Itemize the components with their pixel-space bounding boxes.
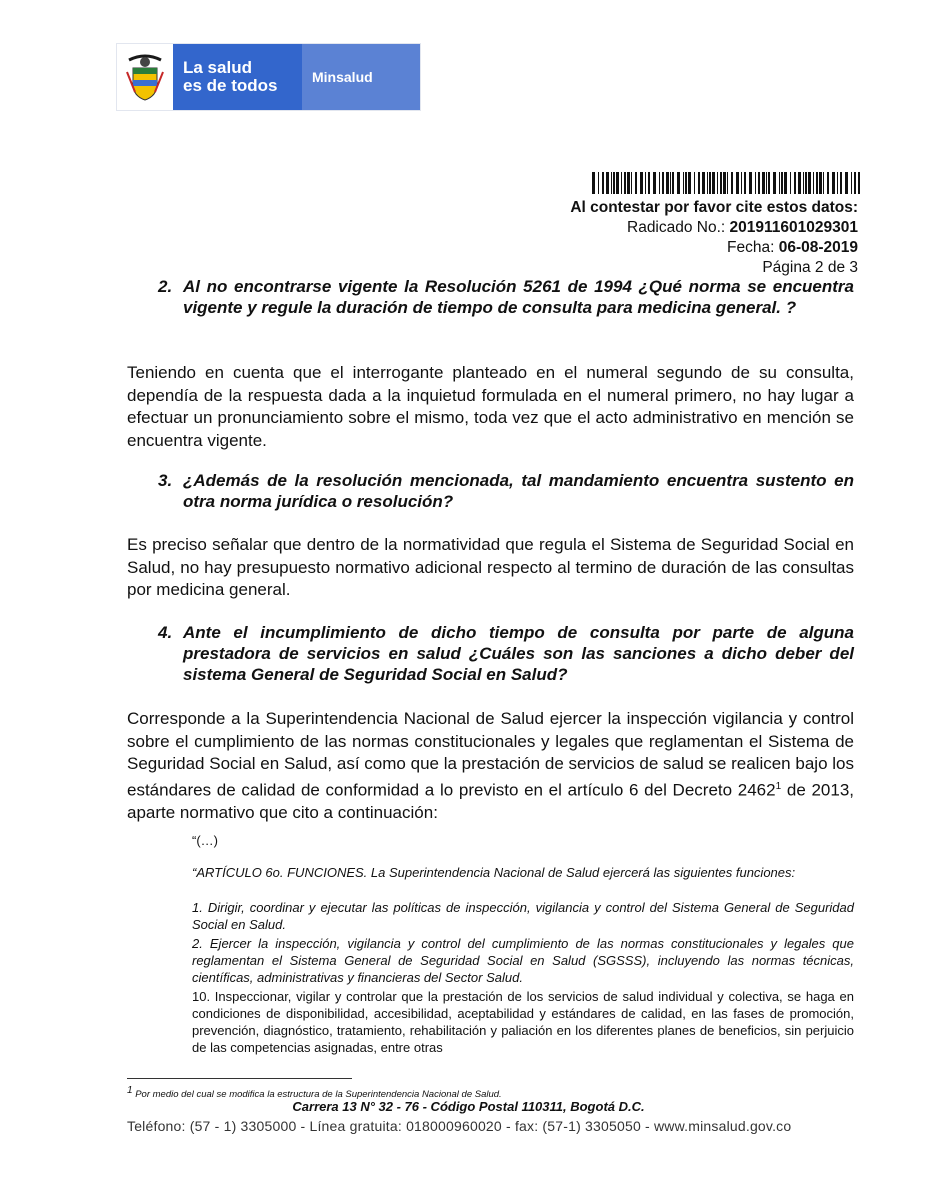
answer-3: Es preciso señalar que dentro de la normatividad que regula el Sistema de Seguridad Social en Salud, no hay presupuesto normativo adicional respecto al termino de duración de las consultas por medicina general.	[127, 535, 854, 599]
answer-4-text: Corresponde a la Superintendencia Nacional de Salud ejercer la inspección vigilancia y control sobre el cumplimiento de las normas constitucionales y legales que reglamentan el Sistema de Seguridad Social en Salud, así como que la prestación de servicios de salud se realicen bajo los estándares de calidad de conformidad a lo previsto en el artículo 6 del Decreto 2462	[127, 709, 854, 800]
answer-4	[127, 708, 854, 824]
page-number: Página 2 de 3	[762, 259, 858, 276]
radicado-label: Radicado No.:	[627, 219, 726, 236]
quote-item-10: 10. Inspeccionar, vigilar y controlar que la prestación de los servicios de salud individual y colectiva, se haga en condiciones de disponibilidad, accesibilidad, aceptabilidad y estándares de calidad, en las fases de promoción, prevención, diagnóstico, tratamiento, rehabilitación y paliación en los diferentes planes de beneficios, sin perjuicio de las competencias asignadas, entre otras	[192, 989, 854, 1055]
answer-4-text-end: de 2013, aparte normativo que cito a continuación:	[127, 780, 855, 822]
footnote-mark: 1	[127, 1085, 133, 1096]
fecha-value: 06-08-2019	[778, 239, 858, 256]
minsalud-logo	[116, 43, 421, 111]
fecha-label: Fecha:	[727, 239, 775, 256]
logo-ministry: Minsalud	[302, 44, 420, 110]
quote-item-1: 1. Dirigir, coordinar y ejecutar las políticas de inspección, vigilancia y control del Sistema General de Seguridad Social en Salud.	[192, 900, 854, 932]
question-4: Ante el incumplimiento de dicho tiempo de consulta por parte de alguna prestadora de servicios en salud ¿Cuáles son las sanciones a dicho deber del sistema General de Seguridad Social en Salud?	[183, 623, 854, 684]
question-2: Al no encontrarse vigente la Resolución 5261 de 1994 ¿Qué norma se encuentra vigente y regule la duración de tiempo de consulta para medicina general. ?	[183, 277, 854, 317]
logo-line-2: es de todos	[183, 76, 278, 95]
coat-of-arms-icon	[117, 44, 173, 110]
citation-block	[570, 198, 858, 278]
barcode-icon	[592, 172, 860, 194]
quote-open: “(…)	[192, 833, 218, 848]
logo-slogan	[173, 44, 302, 110]
radicado-value: 201911601029301	[729, 219, 858, 236]
question-number-2: 2.	[158, 277, 173, 296]
question-3: ¿Además de la resolución mencionada, tal mandamiento encuentra sustento en otra norma jurídica o resolución?	[183, 471, 854, 511]
question-number-4: 4.	[158, 623, 173, 642]
cite-heading: Al contestar por favor cite estos datos:	[570, 199, 858, 216]
quote-item-2: 2. Ejercer la inspección, vigilancia y control del cumplimiento de las normas constitucionales y legales que reglamentan el Sistema General de Seguridad Social en Salud (SGSSS), incluyendo las normas técnicas, científicas, administrativas y financieras del Sector Salud.	[192, 936, 854, 985]
logo-line-1: La salud	[183, 58, 252, 77]
answer-2: Teniendo en cuenta que el interrogante planteado en el numeral segundo de su consulta, dependía de la respuesta dada a la inquietud formulada en el numeral primero, no hay lugar a efectuar un pronunciamiento sobre el mismo, toda vez que el acto administrativo en mención se encuentra vigente.	[127, 363, 854, 450]
footnote-ref: 1	[775, 780, 782, 792]
footnote-divider	[127, 1078, 352, 1079]
footer-address: Carrera 13 N° 32 - 76 - Código Postal 110311, Bogotá D.C.	[292, 1099, 645, 1114]
question-number-3: 3.	[158, 471, 173, 490]
footer-phones: Teléfono: (57 - 1) 3305000 - Línea gratuita: 018000960020 - fax: (57-1) 3305050 - www.minsalud.gov.co	[127, 1118, 792, 1134]
quote-article: “ARTÍCULO 6o. FUNCIONES. La Superintendencia Nacional de Salud ejercerá las siguientes funciones:	[192, 865, 796, 880]
footnote	[127, 1085, 502, 1100]
footnote-text: Por medio del cual se modifica la estructura de la Superintendencia Nacional de Salud.	[132, 1089, 502, 1101]
